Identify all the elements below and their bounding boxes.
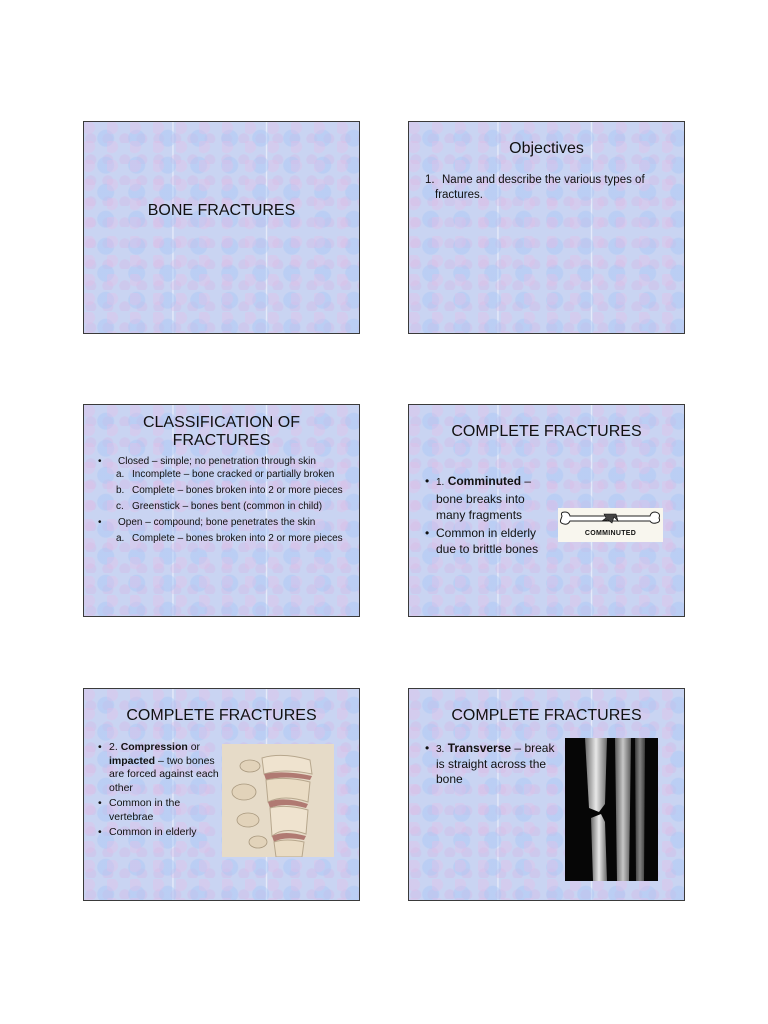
conjunction: or (190, 741, 201, 753)
list-letter: c. (116, 501, 124, 512)
image-caption: COMMINUTED (584, 530, 637, 537)
list-item-text: Common in elderly due to brittle bones (436, 526, 539, 556)
list-letter: a. (116, 469, 125, 480)
list-subitem (112, 468, 352, 481)
objective-item (425, 173, 675, 203)
bullet-list (425, 741, 555, 787)
list-item-text: Common in the vertebrae (109, 797, 181, 823)
comminuted-bone-image (558, 508, 663, 542)
term: Compression (120, 741, 188, 753)
list-subitem-text: Complete – bones broken into 2 or more pieces (132, 485, 343, 496)
slide-title: COMPLETE FRACTURES (126, 707, 317, 724)
list-number: 3. (436, 744, 445, 755)
slide-compression (83, 688, 360, 901)
list-subitem-text: Greenstick – bones bent (common in child) (132, 501, 323, 512)
list-letter: a. (116, 533, 125, 544)
slide-title-line2: FRACTURES (172, 432, 271, 449)
list-item (425, 741, 555, 787)
list-letter: b. (116, 485, 125, 496)
list-item-text: Closed – simple; no penetration through skin (118, 456, 316, 467)
slide-comminuted (408, 404, 685, 617)
bullet-list (425, 473, 555, 557)
list-item (425, 525, 555, 557)
list-item (98, 741, 220, 795)
list-subitem-text: Incomplete – bone cracked or partially broken (132, 469, 335, 480)
slide-title: COMPLETE FRACTURES (451, 423, 642, 440)
list-item (98, 797, 220, 824)
list-item (425, 473, 555, 523)
vertebrae-drawing (222, 744, 334, 857)
list-number: 1. (436, 477, 445, 488)
list-subitem (112, 484, 352, 497)
objective-text: Name and describe the various types of fractures. (435, 174, 645, 201)
slide-title-line1: CLASSIFICATION OF (142, 414, 301, 431)
xray-drawing (565, 738, 658, 881)
slide-classification (83, 404, 360, 617)
list-item (98, 516, 352, 529)
list-item (98, 455, 352, 468)
list-subitem (112, 500, 352, 513)
vertebrae-image (222, 744, 334, 857)
list-subitem-text: Complete – bones broken into 2 or more pieces (132, 533, 343, 544)
slide-title: BONE FRACTURES (147, 202, 296, 219)
term: Comminuted (447, 474, 522, 488)
list-subitem (112, 532, 352, 545)
slide-title: Objectives (509, 140, 584, 157)
definition: break is straight across the bone (436, 741, 555, 786)
list-item-text: Open – compound; bone penetrates the skin (118, 517, 316, 528)
definition: bone breaks into many fragments (436, 492, 525, 522)
slide-title: COMPLETE FRACTURES (451, 707, 642, 724)
bullet-list (98, 741, 220, 840)
dash: – (524, 474, 532, 488)
slide-bone-fractures (83, 121, 360, 334)
slide-title (84, 414, 359, 450)
list-item (98, 826, 220, 840)
xray-image (565, 738, 658, 881)
term: Transverse (447, 741, 512, 755)
list-number: 2. (109, 741, 118, 753)
dash: – (514, 741, 522, 755)
slide-objectives (408, 121, 685, 334)
objective-number: 1. (425, 174, 435, 186)
definition: – two bones are forced against each other (109, 754, 219, 794)
classification-list (98, 455, 352, 545)
list-item-text: Common in elderly (109, 826, 197, 838)
term: impacted (109, 754, 156, 767)
slide-transverse (408, 688, 685, 901)
